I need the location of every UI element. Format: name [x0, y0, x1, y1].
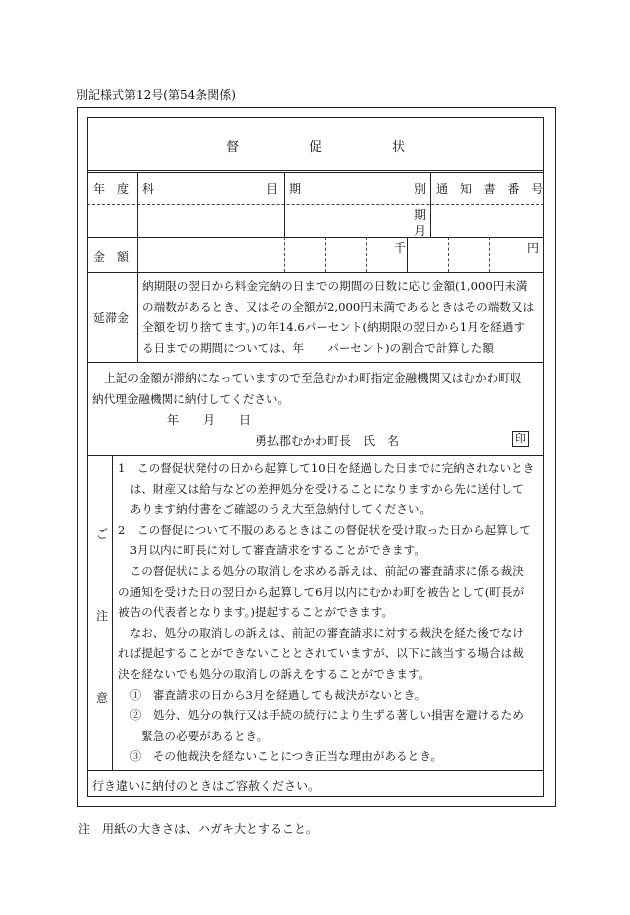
period-label: 期: [289, 182, 302, 196]
item-label-end: 目: [266, 182, 279, 196]
thousand-unit: 千: [394, 241, 407, 255]
notes-text: 1 この督促状発付の日から起算して10日を経過した日までに完納されないとき は、財産又は給与などの差押処分を受けることになりますから先に送付して あります納付書をご確認のうえ大至急納付してください。 2 この督促について不服のあるときはこの督促状を受け取った日から起算して 3月以内に町長に対して審査請求をすることができます。 この督促状による処分の取消しを求める訴えは、前記の審査請求に係る裁決 の通知を受けた日の翌日から起算して6月以内にむかわ町を被告として(町長が 被告の代表者となります。)提起することができます。 なお、処分の取消しの訴えは、前記の審査請求に対する裁決を経た後でなけ れば提起することができないこととされていますが、以下に該当する場合は裁 決を経ないでも処分の取消しの訴えをすることができます。 ① 審査請求の日から3月を経過しても裁決がないとき。 ② 処分、処分の執行又は手続の続行により生ずる著しい損害を避けるため 緊急の必要があるとき。 ③ その他裁決を経ないことにつき正当な理由があるとき。: [118, 461, 535, 764]
seal-mark: 印: [512, 431, 529, 447]
form-title: 督促状: [225, 140, 475, 155]
notes-label-char-3: 意: [96, 691, 109, 705]
yen-unit: 円: [527, 241, 540, 255]
due-label: 期: [414, 208, 427, 222]
late-fee-label: 延滞金: [93, 311, 130, 325]
month-label: 月: [414, 224, 427, 238]
issuer-name: 勇払郡むかわ町長 氏 名: [255, 434, 400, 448]
late-fee-text: 納期限の翌日から料金完納の日までの期間の日数に応じ金額(1,000円未満 の端数があるとき、又はその全額が2,000円未満であるときはその端数又は 全額を切り捨てます。)の年14.6パーセント(納期限の翌日から1月を経過す る日までの期間については、年 パーセント)の割合で計算した額: [142, 279, 535, 355]
request-text: 上記の金額が滞納になっていますので至急むかわ町指定金融機関又はむかわ町収 納代理金融機関に納付してください。: [92, 371, 522, 406]
footnote: 注 用紙の大きさは、ハガキ大とすること。: [78, 822, 319, 836]
closing-text: 行き違いに納付のときはご容赦ください。: [92, 779, 321, 793]
form-caption: 別記様式第12号(第54条関係): [76, 88, 236, 102]
notes-label-char-2: 注: [96, 609, 109, 623]
date-line: 年 月 日: [167, 413, 252, 427]
year-label: 年 度: [93, 182, 130, 196]
item-label: 科: [142, 182, 155, 196]
amount-label: 金 額: [93, 250, 130, 264]
notes-label-char-1: ご: [96, 527, 109, 541]
period-label-end: 別: [414, 182, 427, 196]
notice-number-label: 通 知 書 番 号: [436, 182, 548, 196]
